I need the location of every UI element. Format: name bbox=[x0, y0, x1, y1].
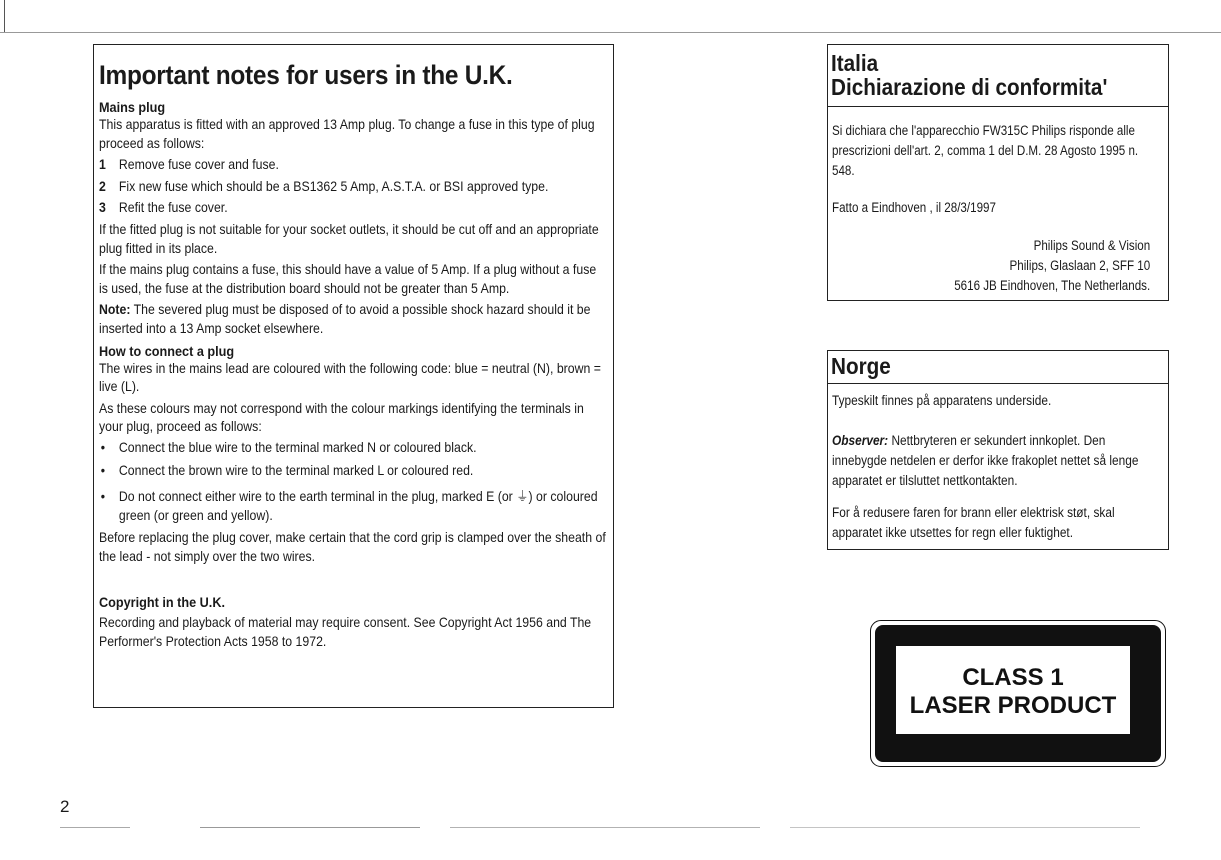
bullet-icon: • bbox=[100, 439, 106, 455]
fuse-step-2 bbox=[99, 178, 606, 197]
norge-label-location: Typeskilt finnes på apparatens underside. bbox=[832, 393, 1052, 408]
severed-plug-note bbox=[99, 301, 606, 338]
uk-title: Important notes for users in the U.K. bbox=[99, 60, 513, 90]
bullet-text: Do not connect either wire to the earth terminal in the plug, marked E (or ⏚) or coloured green (or green and yellow). bbox=[118, 489, 598, 523]
observer-text: Nettbryteren er sekundert innkoplet. Den innebygde netdelen er derfor ikke frakoplet nettet så lenge apparatet er tilsluttet nettkontakten. bbox=[832, 433, 1139, 488]
italia-title: Italia bbox=[831, 50, 879, 76]
list-item bbox=[99, 439, 606, 458]
norge-box bbox=[827, 350, 1169, 550]
bullet-text: Connect the brown wire to the terminal marked L or coloured red. bbox=[118, 462, 474, 478]
step-number: 1 bbox=[99, 157, 106, 173]
italia-header bbox=[828, 45, 1168, 107]
italia-conformity-box bbox=[827, 44, 1169, 301]
scan-line-bottom-3 bbox=[450, 827, 760, 828]
plug-cover-paragraph: Before replacing the plug cover, make certain that the cord grip is clamped over the sheath of the lead - not simply over the two wires. bbox=[99, 530, 606, 564]
norge-fire-warning: For å redusere faren for brann eller elektrisk støt, skal apparatet ikke utsettes for regn eller fuktighet. bbox=[832, 505, 1115, 540]
note-text: The severed plug must be disposed of to avoid a possible shock hazard should it be inserted into a 13 Amp socket elsewhere. bbox=[99, 302, 591, 336]
uk-notes-box bbox=[93, 44, 614, 708]
italia-subtitle: Dichiarazione di conformita' bbox=[831, 74, 1108, 100]
norge-title: Norge bbox=[831, 353, 891, 379]
laser-class-text: CLASS 1 bbox=[962, 664, 1064, 691]
bullet-icon: • bbox=[100, 462, 106, 478]
norge-header bbox=[828, 351, 1168, 384]
step-text: Remove fuse cover and fuse. bbox=[118, 157, 279, 173]
italia-address-line-3: 5616 JB Eindhoven, The Netherlands. bbox=[954, 278, 1151, 293]
laser-class-label bbox=[870, 620, 1166, 767]
fuse-step-1 bbox=[99, 156, 606, 175]
laser-label-text-panel bbox=[896, 646, 1130, 734]
scan-line-top bbox=[0, 32, 1221, 33]
step-number: 2 bbox=[99, 178, 106, 194]
connect-plug-heading: How to connect a plug bbox=[99, 342, 235, 359]
fuse-value-paragraph: If the mains plug contains a fuse, this should have a value of 5 Amp. If a plug without a fuse is used, the fuse at the distribution board should not be greater than 5 Amp. bbox=[99, 262, 597, 296]
bullet-text: Connect the blue wire to the terminal marked N or coloured black. bbox=[118, 439, 477, 455]
italia-address-line-2: Philips, Glaslaan 2, SFF 10 bbox=[1009, 258, 1151, 273]
mains-plug-heading: Mains plug bbox=[99, 99, 166, 115]
copyright-heading: Copyright in the U.K. bbox=[99, 594, 225, 611]
note-label: Note: bbox=[99, 302, 131, 318]
list-item bbox=[99, 462, 606, 481]
copyright-text: Recording and playback of material may require consent. See Copyright Act 1956 and The Performer's Protection Acts 1958 to 1972. bbox=[99, 615, 592, 650]
wire-colour-code: The wires in the mains lead are coloured with the following code: blue = neutral (N), brown = live (L). bbox=[99, 360, 601, 395]
step-number: 3 bbox=[99, 200, 106, 216]
scan-line-bottom-2 bbox=[200, 827, 420, 828]
scan-line-bottom-4 bbox=[790, 827, 1140, 828]
scan-line-bottom-1 bbox=[60, 827, 130, 828]
page-number: 2 bbox=[60, 797, 70, 816]
colour-mismatch-paragraph: As these colours may not correspond with the colour markings identifying the terminals in your plug, proceed as follows: bbox=[99, 400, 584, 435]
step-text: Fix new fuse which should be a BS1362 5 Amp, A.S.T.A. or BSI approved type. bbox=[118, 178, 549, 194]
fuse-step-3 bbox=[99, 199, 606, 218]
step-text: Refit the fuse cover. bbox=[118, 200, 228, 216]
mains-plug-intro: This apparatus is fitted with an approved 13 Amp plug. To change a fuse in this type of plug proceed as follows: bbox=[99, 117, 595, 151]
observer-label: Observer: bbox=[832, 433, 889, 448]
bullet-icon: • bbox=[100, 489, 106, 505]
list-item bbox=[99, 488, 606, 525]
unsuitable-plug-paragraph: If the fitted plug is not suitable for your socket outlets, it should be cut off and an appropriate plug fitted in its place. bbox=[99, 221, 599, 256]
laser-product-text: LASER PRODUCT bbox=[909, 692, 1117, 719]
italia-address-line-1: Philips Sound & Vision bbox=[1033, 238, 1151, 253]
italia-place-date: Fatto a Eindhoven , il 28/3/1997 bbox=[832, 200, 996, 215]
italia-declaration: Si dichiara che l'apparecchio FW315C Philips risponde alle prescrizioni dell'art. 2, comma 1 del D.M. 28 Agosto 1995 n. 548. bbox=[832, 123, 1139, 178]
scan-mark-left bbox=[4, 0, 5, 32]
norge-observer-paragraph bbox=[832, 431, 1162, 491]
